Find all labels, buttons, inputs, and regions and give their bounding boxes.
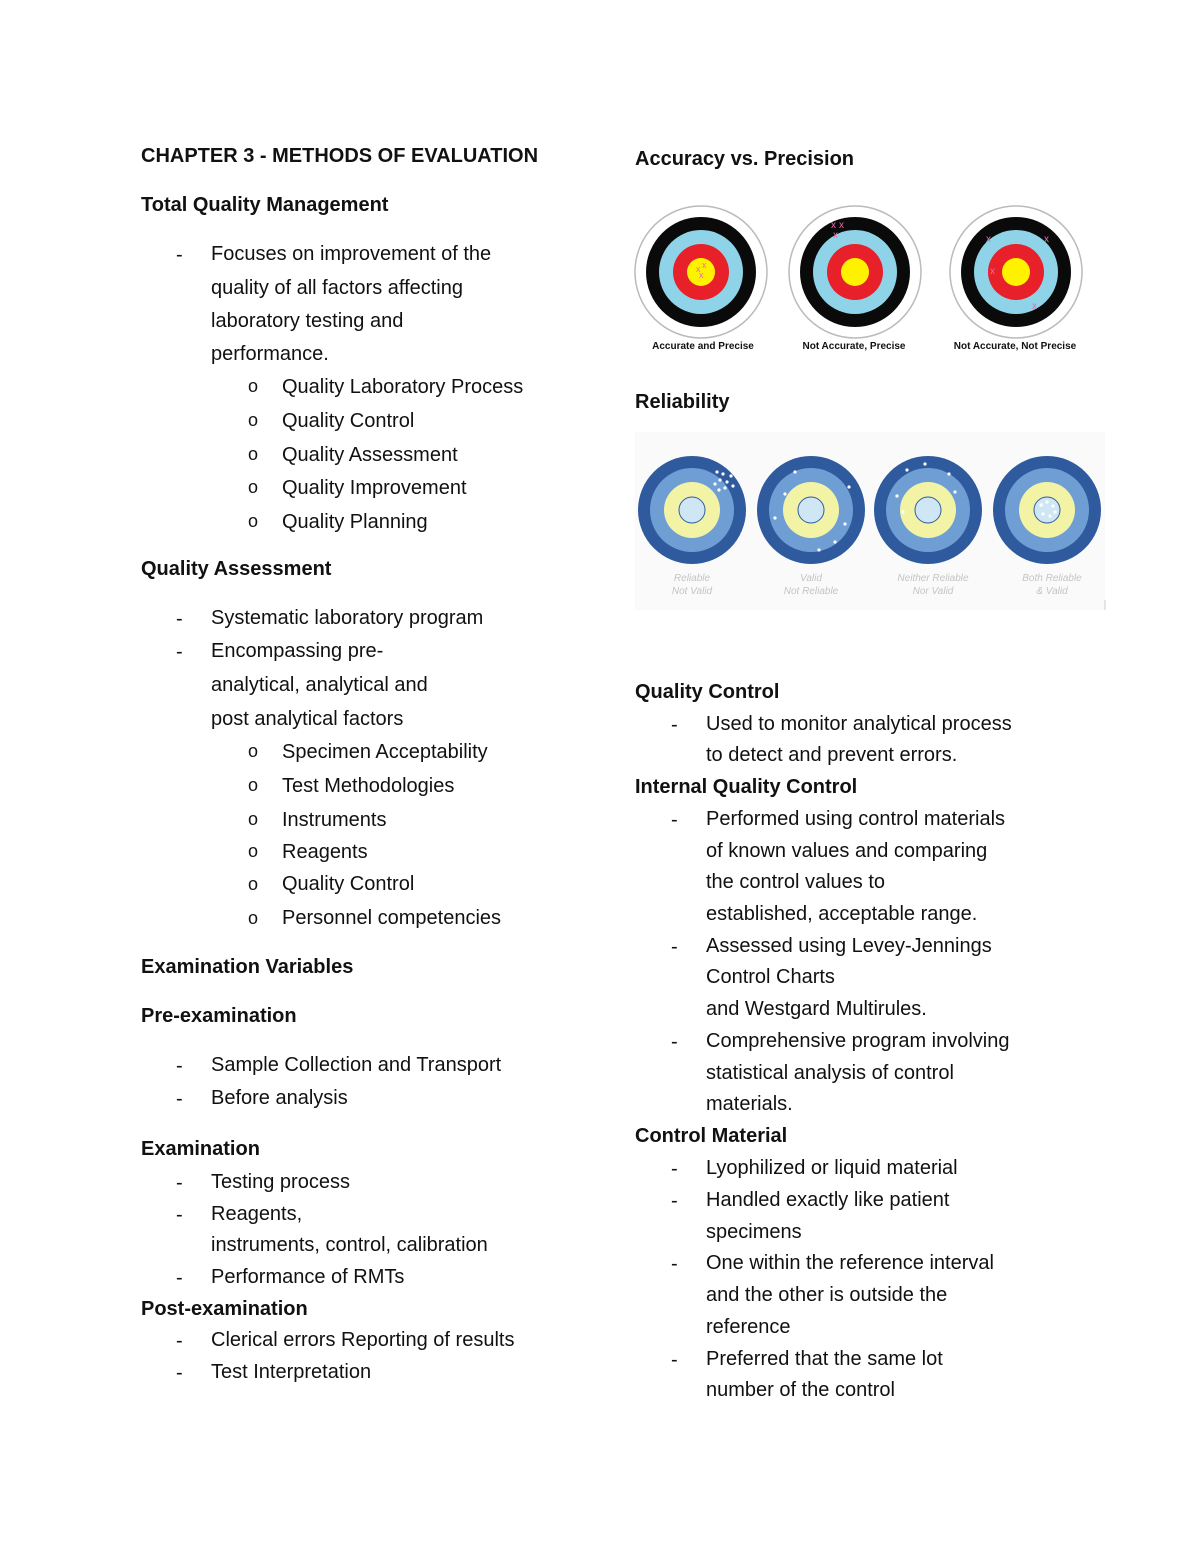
tqm-item: Quality Control	[282, 410, 415, 432]
qa-item: Personnel competencies	[282, 907, 502, 929]
qa-point-line: Encompassing pre-	[211, 640, 384, 662]
reliability-label-line: Valid	[800, 573, 822, 584]
section-heading-control-material: Control Material	[635, 1125, 788, 1147]
exam-point-line: Reagents,	[211, 1203, 303, 1225]
dash-bullet: -	[176, 608, 183, 630]
dash-bullet: -	[671, 809, 678, 831]
reliability-label-line: Neither Reliable	[897, 573, 969, 584]
qc-line: to detect and prevent errors.	[706, 744, 958, 766]
circle-bullet: o	[248, 376, 259, 396]
section-heading-iqc: Internal Quality Control	[635, 776, 858, 798]
cm-line: Preferred that the same lot	[706, 1348, 943, 1370]
cm-line: Lyophilized or liquid material	[706, 1157, 958, 1179]
tqm-item: Quality Assessment	[282, 444, 458, 466]
shot-mark: x	[699, 270, 704, 280]
reliability-label-line: Not Valid	[671, 586, 713, 597]
subheading-exam: Examination	[141, 1138, 260, 1160]
section-heading-qa: Quality Assessment	[141, 558, 332, 580]
pre-exam-point: Sample Collection and Transport	[211, 1054, 502, 1076]
reliability-label	[987, 572, 1117, 598]
iqc-line: established, acceptable range.	[706, 903, 978, 925]
iqc-line: statistical analysis of control	[706, 1062, 954, 1084]
target-not-accurate-precise	[789, 206, 921, 338]
iqc-line: materials.	[706, 1093, 793, 1115]
circle-bullet: o	[248, 775, 259, 795]
reliability-label	[632, 572, 752, 598]
qa-point: Systematic laboratory program	[211, 607, 484, 629]
iqc-line: Assessed using Levey-Jennings	[706, 935, 992, 957]
circle-bullet: o	[248, 444, 259, 464]
dash-bullet: -	[176, 641, 183, 663]
circle-bullet: o	[248, 477, 259, 497]
circle-bullet: o	[248, 908, 259, 928]
dash-bullet: -	[671, 1349, 678, 1371]
page-title: CHAPTER 3 - METHODS OF EVALUATION	[141, 145, 539, 167]
dash-bullet: -	[176, 1088, 183, 1110]
tqm-item: Quality Planning	[282, 511, 428, 533]
section-heading-qc: Quality Control	[635, 681, 780, 703]
section-heading-tqm: Total Quality Management	[141, 194, 389, 216]
target-both	[993, 456, 1101, 564]
iqc-line: Comprehensive program involving	[706, 1030, 1010, 1052]
reliability-label-line: Reliable	[673, 573, 711, 584]
shot-mark: x	[702, 260, 707, 270]
qa-item: Instruments	[282, 809, 387, 831]
shot-mark: x	[986, 234, 991, 245]
reliability-label	[751, 572, 871, 598]
accuracy-label: Not Accurate, Precise	[802, 341, 906, 352]
reliability-label-line: & Valid	[1036, 586, 1068, 597]
dash-bullet: -	[671, 1031, 678, 1053]
target-not-accurate-not-precise	[950, 206, 1082, 338]
qa-item: Specimen Acceptability	[282, 741, 488, 763]
dash-bullet: -	[671, 1190, 678, 1212]
iqc-line: the control values to	[706, 871, 885, 893]
circle-bullet: o	[248, 841, 259, 861]
shot-mark: x	[696, 264, 701, 274]
section-heading-accuracy: Accuracy vs. Precision	[635, 148, 855, 170]
iqc-line: Control Charts	[706, 966, 835, 988]
dash-bullet: -	[176, 1267, 183, 1289]
qa-item: Quality Control	[282, 873, 415, 895]
cm-line: Handled exactly like patient	[706, 1189, 950, 1211]
tqm-desc-line: Focuses on improvement of the	[211, 243, 492, 265]
dash-bullet: -	[176, 244, 183, 266]
cm-line: specimens	[706, 1221, 802, 1243]
qc-line: Used to monitor analytical process	[706, 713, 1012, 735]
dash-bullet: -	[176, 1330, 183, 1352]
iqc-line: and Westgard Multirules.	[706, 998, 927, 1020]
qa-point-line: post analytical factors	[211, 708, 404, 730]
section-heading-exam-vars: Examination Variables	[141, 956, 354, 978]
qa-item: Test Methodologies	[282, 775, 455, 797]
target-valid-not-reliable	[757, 456, 865, 564]
subheading-post-exam: Post-examination	[141, 1298, 308, 1320]
accuracy-precision-figure	[630, 200, 1100, 360]
dash-bullet: -	[176, 1172, 183, 1194]
pre-exam-point: Before analysis	[211, 1087, 348, 1109]
tqm-item: Quality Laboratory Process	[282, 376, 524, 398]
circle-bullet: o	[248, 410, 259, 430]
circle-bullet: o	[248, 511, 259, 531]
circle-bullet: o	[248, 874, 259, 894]
dash-bullet: -	[671, 1158, 678, 1180]
cm-line: reference	[706, 1316, 791, 1338]
reliability-label-line: Nor Valid	[912, 586, 954, 597]
cm-line: One within the reference interval	[706, 1252, 994, 1274]
iqc-line: of known values and comparing	[706, 840, 988, 862]
dash-bullet: -	[176, 1204, 183, 1226]
reliability-label-line: Not Reliable	[783, 586, 839, 597]
target-reliable-not-valid	[638, 456, 746, 564]
tqm-item: Quality Improvement	[282, 477, 467, 499]
shot-mark: x	[833, 230, 838, 241]
reliability-label-line: Both Reliable	[1022, 573, 1082, 584]
target-neither	[874, 456, 982, 564]
exam-point-line: instruments, control, calibration	[211, 1234, 488, 1256]
cm-line: number of the control	[706, 1379, 895, 1401]
accuracy-label: Accurate and Precise	[652, 341, 754, 352]
exam-point: Performance of RMTs	[211, 1266, 405, 1288]
tqm-desc-line: laboratory testing and	[211, 310, 404, 332]
reliability-label	[868, 572, 998, 598]
dash-bullet: -	[671, 714, 678, 736]
shot-mark: x	[831, 220, 836, 231]
iqc-line: Performed using control materials	[706, 808, 1006, 830]
subheading-pre-exam: Pre-examination	[141, 1005, 297, 1027]
dash-bullet: -	[176, 1055, 183, 1077]
tqm-desc-line: quality of all factors affecting	[211, 277, 463, 299]
post-exam-point: Test Interpretation	[211, 1361, 372, 1383]
dash-bullet: -	[671, 1253, 678, 1275]
exam-point: Testing process	[211, 1171, 350, 1193]
post-exam-point: Clerical errors Reporting of results	[211, 1329, 515, 1351]
shot-mark: x	[839, 220, 844, 231]
section-heading-reliability: Reliability	[635, 391, 730, 413]
target-accurate-precise	[635, 206, 767, 338]
circle-bullet: o	[248, 809, 259, 829]
circle-bullet: o	[248, 741, 259, 761]
cm-line: and the other is outside the	[706, 1284, 948, 1306]
dash-bullet: -	[671, 936, 678, 958]
qa-item: Reagents	[282, 841, 368, 863]
shot-mark: x	[1032, 301, 1037, 312]
dash-bullet: -	[176, 1362, 183, 1384]
shot-mark: x	[1044, 234, 1049, 245]
qa-point-line: analytical, analytical and	[211, 674, 428, 696]
tqm-desc-line: performance.	[211, 343, 329, 365]
shot-mark: x	[990, 266, 995, 277]
accuracy-label: Not Accurate, Not Precise	[953, 341, 1077, 352]
